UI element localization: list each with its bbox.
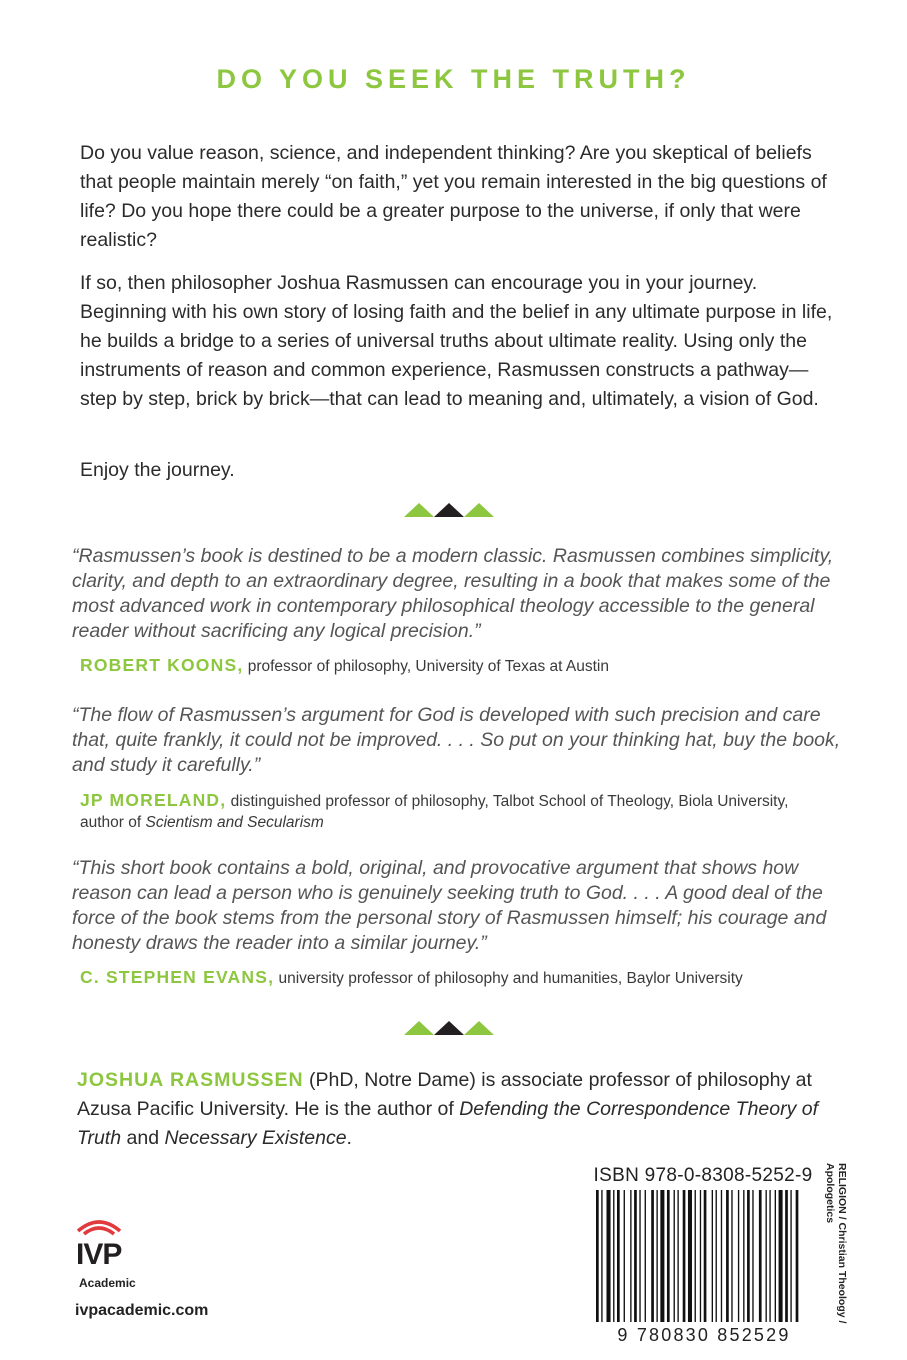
headline: DO YOU SEEK THE TRUTH? <box>216 64 691 94</box>
endorser-title-2: distinguished professor of philosophy, Talbot School of Theology, Biola University, author of <box>80 793 789 831</box>
endorser-name-1: ROBERT KOONS, <box>80 655 244 675</box>
category-line-2: Apologetics <box>824 1163 836 1224</box>
barcode-digits: 9 780830 852529 <box>617 1325 791 1345</box>
endorser-book-2: Scientism and Secularism <box>145 814 324 831</box>
endorsement-attribution-1 <box>80 655 820 677</box>
endorsement-quote-2: “The flow of Rasmussen’s argument for God is developed with such precision and care that, quite frankly, it could not be improved. . . . So put on your thinking hat, buy the book, and study it carefully.” <box>72 704 841 776</box>
endorsement-quote-1: “Rasmussen’s book is destined to be a modern classic. Rasmussen combines simplicity, clarity, and depth to an extraordinary degree, resulting in a book that makes some of the most advanced work in contemporary philosophical theology accessible to the general reader without sacrificing any logical precision.” <box>72 545 834 642</box>
endorser-name-2: JP MORELAND, <box>80 790 227 810</box>
endorser-title-1: professor of philosophy, University of Texas at Austin <box>247 658 609 675</box>
endorser-title-3: university professor of philosophy and humanities, Baylor University <box>278 970 743 987</box>
intro-paragraph-3: Enjoy the journey. <box>80 459 235 481</box>
author-bio-end: . <box>346 1127 352 1149</box>
endorser-name-3: C. STEPHEN EVANS, <box>80 967 275 987</box>
author-bio <box>77 1066 837 1153</box>
author-book-2: Necessary Existence <box>164 1127 347 1149</box>
endorsement-attribution-2 <box>80 790 820 833</box>
author-bio-text: (PhD, Notre Dame) is associate professor of philosophy at Azusa Pacific University. He is the author of <box>77 1069 812 1120</box>
triangle-divider-icon <box>404 503 494 517</box>
author-book-1: Defending the Correspondence Theory of Truth <box>77 1098 819 1149</box>
logo-wordmark: IVP <box>76 1238 122 1267</box>
isbn-label: ISBN 978-0-8308-5252-9 <box>593 1165 813 1186</box>
logo-subtitle: Academic <box>79 1276 136 1290</box>
author-bio-and: and <box>126 1127 160 1149</box>
ivp-logo-icon <box>74 1215 154 1267</box>
endorsement-quote-3: “This short book contains a bold, original, and provocative argument that shows how reason can lead a person who is genuinely seeking truth to God. . . . A good deal of the force of the book stems from the personal story of Rasmussen himself; his courage and honesty draws the reader into a similar journey.” <box>72 857 827 954</box>
author-name: JOSHUA RASMUSSEN <box>77 1069 304 1091</box>
category-line-1: RELIGION / Christian Theology / <box>836 1163 848 1324</box>
intro-paragraph-2: If so, then philosopher Joshua Rasmussen can encourage you in your journey. Beginning with his own story of losing faith and the belief in any ultimate purpose in life, he builds a bridge to a series of universal truths about ultimate reality. Using only the instruments of reason and common experience, Rasmussen constructs a pathway—step by step, brick by brick—that can lead to meaning and, ultimately, a vision of God. <box>80 272 833 410</box>
publisher-website[interactable]: ivpacademic.com <box>75 1302 209 1319</box>
endorsement-attribution-3 <box>80 967 820 989</box>
triangle-divider-icon <box>404 1021 494 1035</box>
barcode-icon <box>594 1190 814 1322</box>
intro-paragraph-1: Do you value reason, science, and independent thinking? Are you skeptical of beliefs that people maintain merely “on faith,” yet you remain interested in the big questions of life? Do you hope there could be a greater purpose to the universe, if only that were realistic? <box>80 142 827 251</box>
category-label <box>824 1163 848 1333</box>
